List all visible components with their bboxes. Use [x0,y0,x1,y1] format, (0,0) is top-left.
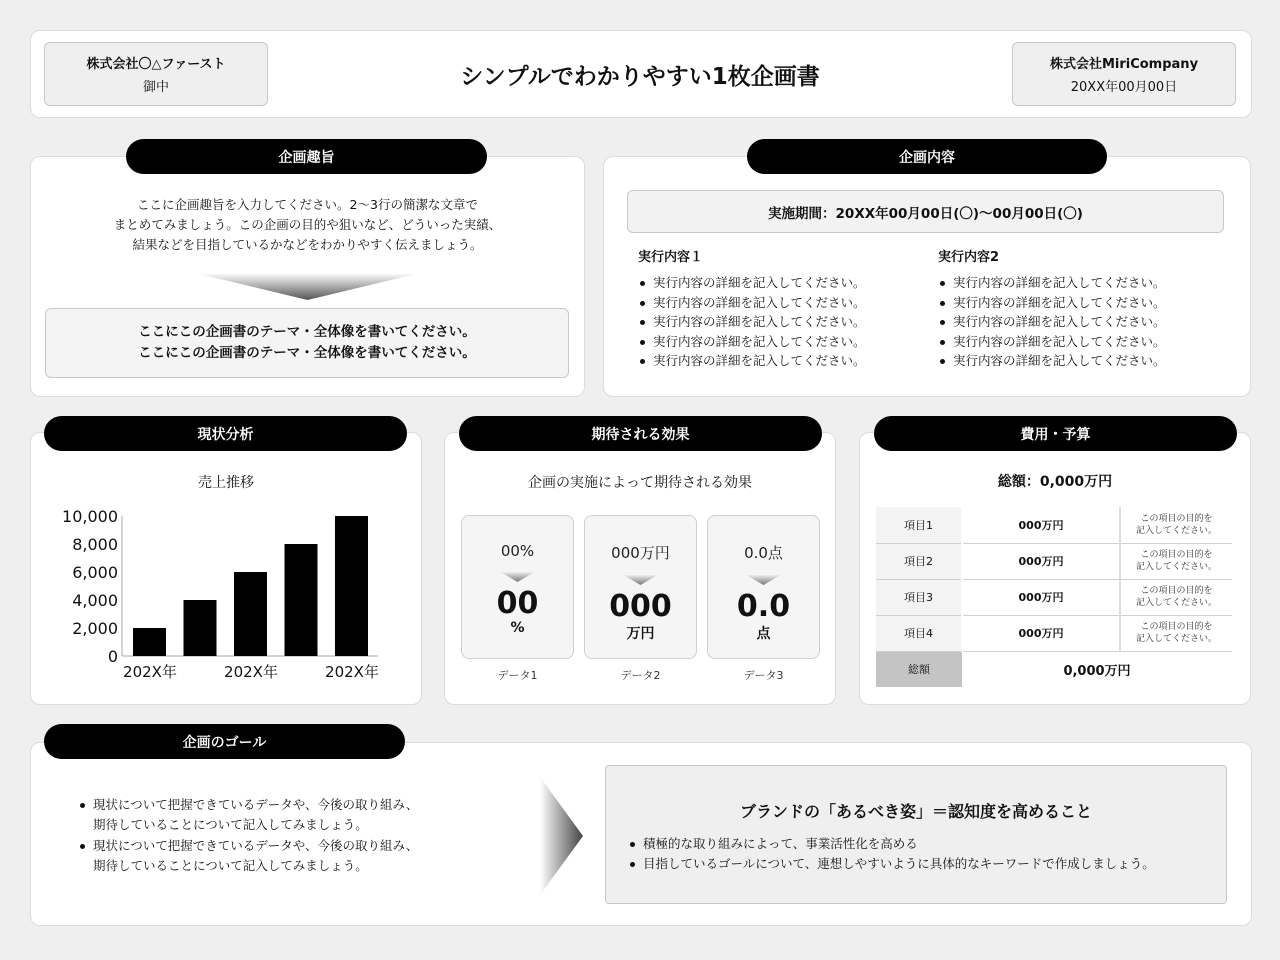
note-line: この項目の目的を [1140,622,1213,632]
table-row [876,579,1232,615]
effect-before: 00% [500,542,535,560]
list-item: 積極的な取り組みによって、事業活性化を高める [628,834,1226,854]
purpose-line: 結果などを目指しているかなどをわかりやすく伝えましょう。 [132,237,483,252]
bar [133,628,166,656]
line: 期待していることについて記入してみましょう。 [93,857,368,873]
y-tick-label: 8,000 [72,535,118,554]
y-tick-label: 2,000 [72,619,118,638]
client-name: 株式会社〇△ファースト [86,57,226,72]
list-item: 実行内容の詳細を記入してください。 [638,293,866,313]
item-amount: 000万円 [962,615,1120,651]
item-amount: 000万円 [962,507,1120,543]
purpose-text [40,195,575,255]
effect-before: 000万円 [611,544,670,562]
list-item: 実行内容の詳細を記入してください。 [638,351,866,371]
analysis-heading: 現状分析 [44,416,407,451]
goal-list [78,795,418,875]
x-tick-label: 202X年 [224,663,278,681]
list-item: 実行内容の詳細を記入してください。 [638,312,866,332]
effect-card-2 [584,515,697,659]
effect-value: 0.0 [736,589,791,624]
purpose-line: ここに企画趣旨を入力してください。2〜3行の簡潔な文章で [137,197,478,212]
list-item: 実行内容の詳細を記入してください。 [938,312,1166,332]
table-row [876,615,1232,651]
period-text: 実施期間：20XX年00月00日(〇)〜00月00日(〇) [768,205,1083,222]
x-tick-label: 202X年 [325,663,379,681]
bar [285,544,318,656]
line: 現状について把握できているデータや、今後の取り組み、 [93,797,419,812]
item-name: 項目2 [876,543,962,579]
page-title: シンプルでわかりやすい1枚企画書 [460,64,820,90]
goal-heading: 企画のゴール [44,724,405,759]
line: 期待していることについて記入してみましょう。 [93,816,368,832]
y-tick-label: 4,000 [72,591,118,610]
item-note [1120,543,1232,579]
column-title: 実行内容2 [938,250,1000,265]
list-item: 実行内容の詳細を記入してください。 [638,273,866,293]
goal-box [605,765,1227,904]
note-line: 記入してください。 [1135,634,1217,644]
item-note [1120,579,1232,615]
y-tick-label: 0 [107,647,118,666]
item-name: 項目4 [876,615,962,651]
effect-unit: 点 [756,626,771,642]
goal-title: ブランドの「あるべき姿」＝認知度を高めること [739,802,1092,821]
table-row-total [876,651,1232,687]
content-column-1 [638,246,866,371]
effects-subtitle: 企画の実施によって期待される効果 [528,475,752,491]
y-tick-label: 6,000 [72,563,118,582]
effect-label: データ1 [497,669,538,682]
list-item [78,836,418,875]
bar [335,516,368,656]
theme-line: ここにこの企画書のテーマ・全体像を書いてください。 [138,324,476,340]
item-note [1120,615,1232,651]
list-item: 実行内容の詳細を記入してください。 [938,273,1166,293]
effect-label: データ2 [620,669,661,682]
list-item: 実行内容の詳細を記入してください。 [938,293,1166,313]
company-name: 株式会社MiriCompany [1049,57,1199,72]
note-line: この項目の目的を [1140,513,1213,524]
effects-heading: 期待される効果 [459,416,822,451]
effect-card-3 [707,515,820,659]
item-note [1120,507,1232,543]
chart-title: 売上推移 [198,475,254,491]
table-row [876,543,1232,579]
effect-label: データ3 [743,669,784,682]
list-item: 実行内容の詳細を記入してください。 [938,351,1166,371]
effect-card-1 [461,515,574,659]
list-item: 目指しているゴールについて、連想しやすいように具体的なキーワードで作成しましょう。 [628,854,1226,874]
effect-before: 0.0点 [744,544,783,562]
down-arrow-icon [747,575,781,585]
down-arrow-icon [624,575,658,585]
note-line: 記入してください。 [1135,598,1217,608]
period-box [627,190,1224,233]
line: 現状について把握できているデータや、今後の取り組み、 [93,838,419,853]
item-name: 項目1 [876,507,962,543]
item-amount: 000万円 [962,543,1120,579]
total-value: 0,000万円 [1063,663,1131,679]
note-line: この項目の目的を [1140,586,1213,596]
table-row [876,507,1232,543]
purpose-line: まとめてみましょう。この企画の目的や狙いなど、どういった実績、 [113,217,502,232]
bar [234,572,267,656]
client-box [44,42,268,106]
content-heading: 企画内容 [747,139,1107,174]
down-arrow-icon [501,572,535,582]
purpose-heading: 企画趣旨 [126,139,487,174]
effect-value: 00 [496,586,539,621]
company-box [1012,42,1236,106]
list-item: 実行内容の詳細を記入してください。 [938,332,1166,352]
item-name: 項目3 [876,579,962,615]
date: 20XX年00月00日 [1070,80,1178,95]
theme-line: ここにこの企画書のテーマ・全体像を書いてください。 [138,345,476,361]
list-item: 実行内容の詳細を記入してください。 [638,332,866,352]
bar [184,600,217,656]
budget-heading: 費用・予算 [874,416,1237,451]
column-title: 実行内容１ [638,250,704,265]
sales-chart [40,495,420,690]
total-label: 総額 [876,651,962,687]
theme-box [45,308,569,378]
budget-table [876,507,1232,687]
client-honorific: 御中 [142,80,169,95]
item-amount: 000万円 [962,579,1120,615]
effect-value: 000 [609,589,672,624]
note-line: この項目の目的を [1140,550,1213,560]
y-tick-label: 10,000 [62,507,118,526]
note-line: 記入してください。 [1135,525,1217,536]
list-item [78,795,418,834]
budget-total-line: 総額：0,000万円 [997,474,1113,490]
note-line: 記入してください。 [1135,562,1217,572]
effect-unit: 万円 [626,626,655,642]
x-tick-label: 202X年 [123,663,177,681]
content-column-2 [938,246,1166,371]
effect-unit: % [510,620,525,636]
